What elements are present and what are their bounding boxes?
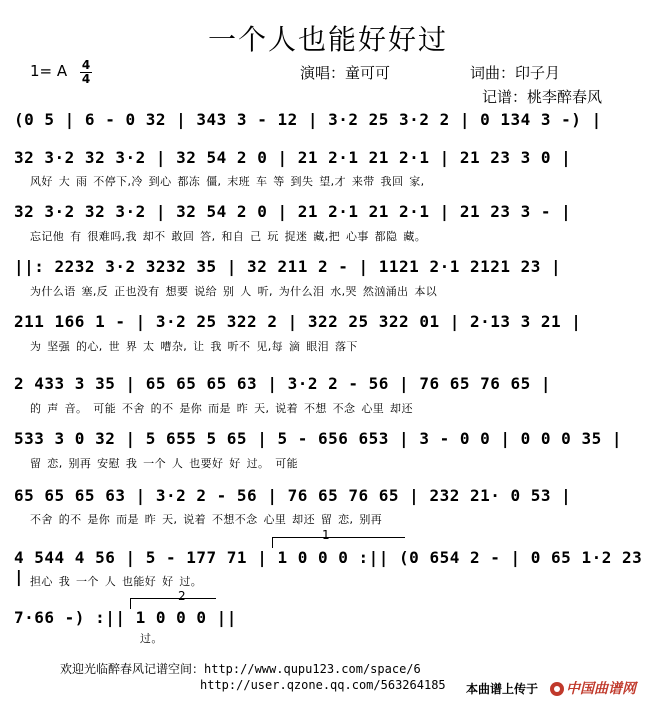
lyrics-row-5: 为 坚强 的心, 世 界 太 嘈杂, 让 我 听不 见,每 滴 眼泪 落下 [30,340,358,353]
time-top: 4 [81,58,91,72]
score-row-2: 32 3·2 32 3·2 | 32 54 2 0 | 21 2·1 21 2·1 | 21 23 3 0 | [14,148,572,167]
score-row-10: 7·66 -) :|| 1 0 0 0 || [14,608,237,627]
score-row-8: 65 65 65 63 | 3·2 2 - 56 | 76 65 76 65 | 232 21· 0 53 | [14,486,572,505]
time-bottom: 4 [81,72,91,86]
volta-second-label: 2 [178,589,186,603]
score-row-1: (0 5 | 6 - 0 32 | 343 3 - 12 | 3·2 25 3·2 2 | 0 134 3 -) | [14,110,602,129]
lyrics-row-6: 的 声 音。 可能 不舍 的不 是你 而是 昨 天, 说着 不想 不念 心里 却还 [30,402,413,415]
score-row-3: 32 3·2 32 3·2 | 32 54 2 0 | 21 2·1 21 2·1 | 21 23 3 - | [14,202,572,221]
key-signature: 1= A [30,62,68,80]
score-row-9: 4 544 4 56 | 5 - 177 71 | 1 0 0 0 :|| (0 654 2 - | 0 65 1·2 23 | [14,548,643,586]
score-row-4: ||: 2232 3·2 3232 35 | 32 211 2 - | 1121 2·1 2121 23 | [14,257,562,276]
lyrics-row-3: 忘记他 有 很难吗,我 却不 敢回 答, 和自 己 玩 捉迷 藏,把 心事 都隐 藏。 [30,230,427,243]
logo-text: 中国曲谱网 [566,681,636,697]
site-logo [550,678,636,698]
score-row-5: 211 166 1 - | 3·2 25 322 2 | 322 25 322 01 | 2·13 3 21 | [14,312,582,331]
score-row-7: 533 3 0 32 | 5 655 5 65 | 5 - 656 653 | 3 - 0 0 | 0 0 0 35 | [14,429,622,448]
composer-credit: 词曲：印子月 [470,64,561,82]
lyrics-row-2: 风好 大 雨 不停下,冷 到心 都冻 僵, 末班 车 等 到失 望,才 来带 我回 家, [30,175,425,188]
transcriber-credit: 记谱：桃李醉春风 [482,88,603,106]
singer-credit: 演唱：童可可 [300,64,391,82]
lyrics-row-10: 过。 [140,632,163,645]
time-signature [80,60,92,85]
lyrics-row-4: 为什么语 塞,反 正也没有 想要 说给 别 人 听, 为什么泪 水,哭 然汹涌出 本以 [30,285,438,298]
lyrics-row-8: 不舍 的不 是你 而是 昨 天, 说着 不想不念 心里 却还 留 恋, 别再 [30,513,383,526]
score-row-6: 2 433 3 35 | 65 65 65 63 | 3·2 2 - 56 | 76 65 76 65 | [14,374,552,393]
song-title: 一个人也能好好过 [207,23,448,56]
footer-welcome: 欢迎光临醉春风记谱空间：http://www.qupu123.com/space/6 [60,662,421,676]
footer-url: http://user.qzone.qq.com/563264185 [200,678,446,692]
upload-note: 本曲谱上传于 [466,682,539,696]
volta-first-bracket [272,537,405,548]
lyrics-row-9: 担心 我 一个 人 也能好 好 过。 [30,575,203,588]
lyrics-row-7: 留 恋, 别再 安慰 我 一个 人 也要好 好 过。 可能 [30,457,299,470]
logo-icon [550,682,564,696]
volta-first-label: 1 [322,528,330,542]
